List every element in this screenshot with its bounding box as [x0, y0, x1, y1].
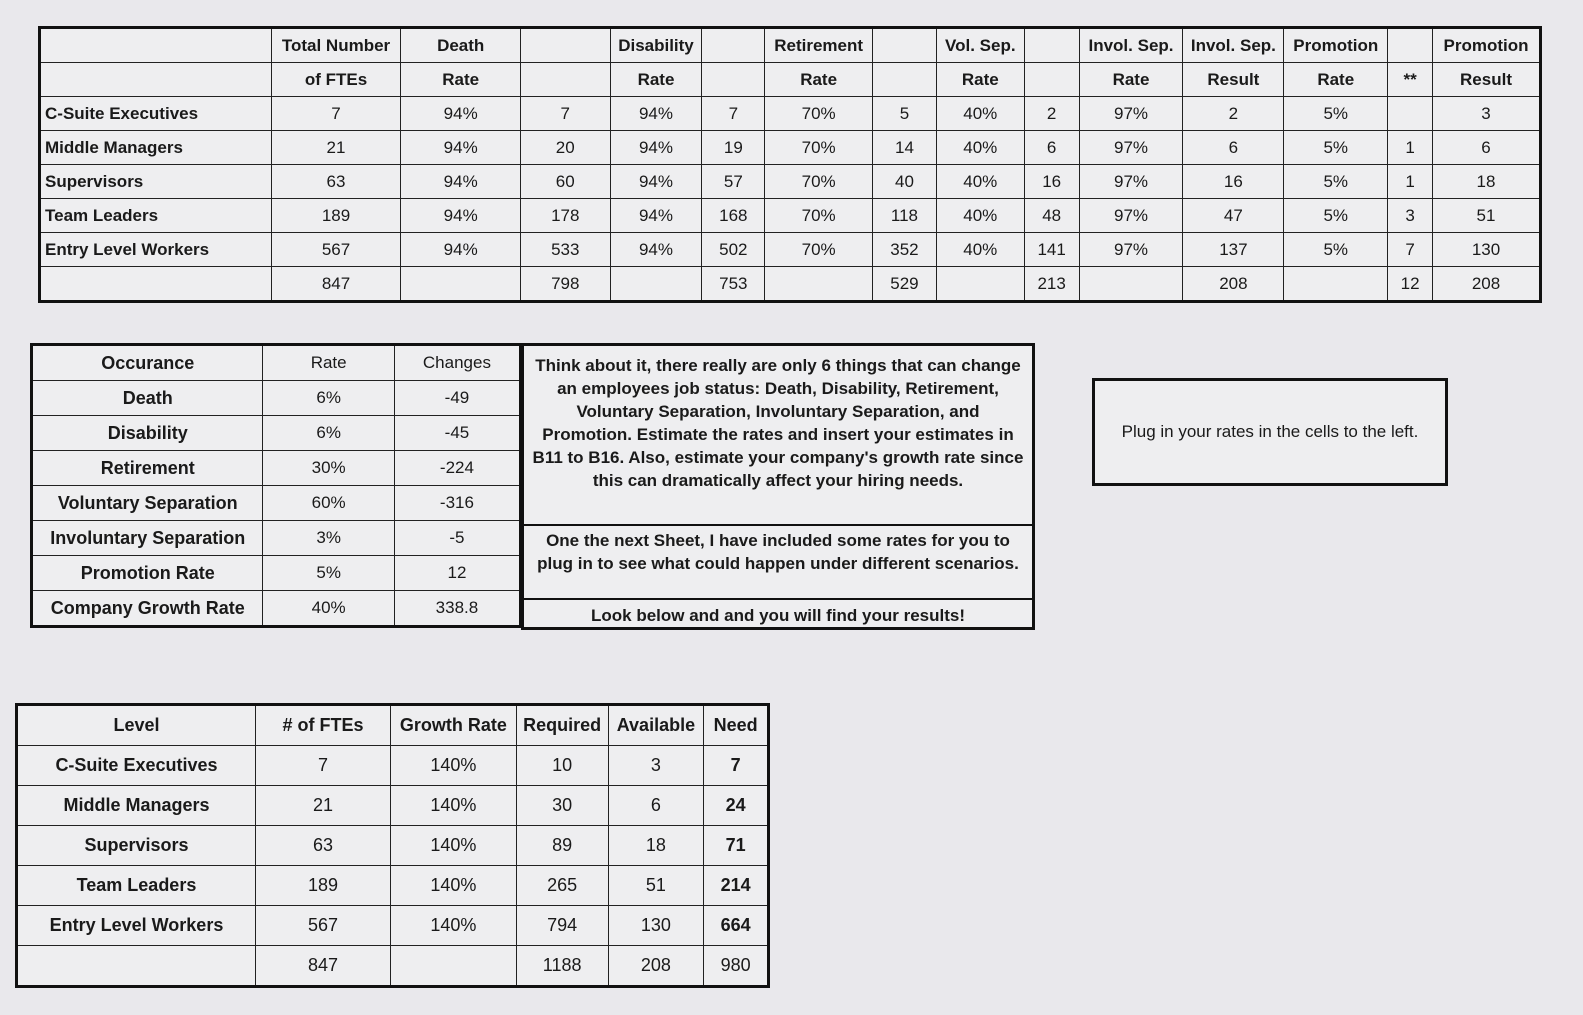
header-cell[interactable]: **: [1388, 63, 1433, 97]
data-cell[interactable]: 47: [1183, 199, 1284, 233]
data-cell[interactable]: 3: [608, 746, 704, 786]
data-cell[interactable]: [1079, 267, 1183, 302]
data-cell[interactable]: 40%: [936, 165, 1024, 199]
data-cell[interactable]: 847: [271, 267, 401, 302]
table-row: [40, 131, 1541, 165]
header-cell[interactable]: Result: [1183, 63, 1284, 97]
data-cell[interactable]: 30%: [263, 451, 394, 486]
data-cell[interactable]: [610, 267, 702, 302]
data-cell[interactable]: 94%: [610, 131, 702, 165]
data-cell[interactable]: 12: [394, 556, 520, 591]
data-cell[interactable]: 140%: [391, 906, 517, 946]
data-cell[interactable]: 94%: [610, 233, 702, 267]
header-cell[interactable]: Retirement: [765, 28, 873, 63]
data-cell[interactable]: 16: [1183, 165, 1284, 199]
row-label-cell[interactable]: Supervisors: [40, 165, 272, 199]
data-cell[interactable]: 97%: [1079, 233, 1183, 267]
data-cell[interactable]: 97%: [1079, 131, 1183, 165]
data-cell[interactable]: -316: [394, 486, 520, 521]
data-cell[interactable]: 20: [520, 131, 610, 165]
header-cell[interactable]: Changes: [394, 345, 520, 381]
data-cell[interactable]: 798: [520, 267, 610, 302]
data-cell[interactable]: 40%: [263, 591, 394, 627]
table-row: [32, 486, 521, 521]
data-cell[interactable]: 94%: [401, 233, 521, 267]
data-cell[interactable]: 208: [1183, 267, 1284, 302]
data-cell[interactable]: 97%: [1079, 97, 1183, 131]
data-cell[interactable]: 130: [608, 906, 704, 946]
data-cell[interactable]: 97%: [1079, 165, 1183, 199]
data-cell[interactable]: 502: [702, 233, 765, 267]
header-cell[interactable]: [40, 63, 272, 97]
data-cell[interactable]: 5%: [1284, 165, 1388, 199]
data-cell[interactable]: [765, 267, 873, 302]
table-row: [40, 165, 1541, 199]
data-cell[interactable]: 7: [1388, 233, 1433, 267]
data-cell[interactable]: 10: [516, 746, 608, 786]
data-cell[interactable]: 30: [516, 786, 608, 826]
header-cell[interactable]: Need: [704, 705, 769, 746]
data-cell[interactable]: 70%: [765, 131, 873, 165]
occurrence-label-cell[interactable]: Disability: [32, 416, 263, 451]
header-cell[interactable]: Invol. Sep.: [1079, 28, 1183, 63]
table-row: [32, 521, 521, 556]
header-cell[interactable]: [40, 28, 272, 63]
data-cell[interactable]: 6: [608, 786, 704, 826]
data-cell[interactable]: -224: [394, 451, 520, 486]
header-cell[interactable]: Level: [17, 705, 256, 746]
data-cell[interactable]: 14: [873, 131, 937, 165]
occurrence-label-cell[interactable]: Voluntary Separation: [32, 486, 263, 521]
data-cell[interactable]: 1: [1388, 165, 1433, 199]
header-cell[interactable]: Rate: [401, 63, 521, 97]
header-row: [32, 345, 521, 381]
data-cell[interactable]: 529: [873, 267, 937, 302]
data-cell[interactable]: 24: [704, 786, 769, 826]
header-cell[interactable]: Rate: [936, 63, 1024, 97]
data-cell[interactable]: [1284, 267, 1388, 302]
data-cell[interactable]: 5%: [1284, 233, 1388, 267]
data-cell[interactable]: 94%: [401, 165, 521, 199]
occurrence-label-cell[interactable]: Involuntary Separation: [32, 521, 263, 556]
table-row: [32, 556, 521, 591]
data-cell[interactable]: 94%: [610, 199, 702, 233]
data-cell[interactable]: 51: [1433, 199, 1541, 233]
table-row: [32, 451, 521, 486]
header-cell[interactable]: [1024, 28, 1079, 63]
divider: [524, 524, 1032, 526]
data-cell[interactable]: 168: [702, 199, 765, 233]
data-cell[interactable]: 7: [271, 97, 401, 131]
data-cell[interactable]: 5: [873, 97, 937, 131]
data-cell[interactable]: [401, 267, 521, 302]
data-cell[interactable]: 7: [704, 746, 769, 786]
level-label-cell[interactable]: [17, 946, 256, 987]
data-cell[interactable]: 5%: [263, 556, 394, 591]
header-row: [40, 63, 1541, 97]
header-cell[interactable]: [702, 28, 765, 63]
header-cell[interactable]: [1388, 28, 1433, 63]
data-cell[interactable]: 140%: [391, 746, 517, 786]
data-cell[interactable]: 70%: [765, 233, 873, 267]
data-cell[interactable]: 60: [520, 165, 610, 199]
data-cell[interactable]: 70%: [765, 165, 873, 199]
data-cell[interactable]: 97%: [1079, 199, 1183, 233]
table-row: [32, 416, 521, 451]
table-row: [32, 591, 521, 627]
data-cell[interactable]: -5: [394, 521, 520, 556]
level-label-cell[interactable]: Supervisors: [17, 826, 256, 866]
header-cell[interactable]: Rate: [1284, 63, 1388, 97]
data-cell[interactable]: 6%: [263, 381, 394, 416]
data-cell[interactable]: 208: [608, 946, 704, 987]
data-cell[interactable]: 70%: [765, 97, 873, 131]
header-cell[interactable]: Result: [1433, 63, 1541, 97]
hiring-needs-table: [15, 703, 770, 988]
table-row: [40, 233, 1541, 267]
data-cell[interactable]: 18: [1433, 165, 1541, 199]
data-cell[interactable]: 3: [1388, 199, 1433, 233]
header-cell[interactable]: Disability: [610, 28, 702, 63]
data-cell[interactable]: 6: [1183, 131, 1284, 165]
table-row: [17, 906, 769, 946]
level-label-cell[interactable]: Middle Managers: [17, 786, 256, 826]
data-cell[interactable]: 63: [255, 826, 390, 866]
header-cell[interactable]: Rate: [610, 63, 702, 97]
data-cell[interactable]: 5%: [1284, 131, 1388, 165]
data-cell[interactable]: 40%: [936, 97, 1024, 131]
data-cell[interactable]: 1: [1388, 131, 1433, 165]
header-cell[interactable]: Rate: [263, 345, 394, 381]
data-cell[interactable]: 3: [1433, 97, 1541, 131]
occurrence-label-cell[interactable]: Retirement: [32, 451, 263, 486]
data-cell[interactable]: 40: [873, 165, 937, 199]
data-cell[interactable]: 71: [704, 826, 769, 866]
level-label-cell[interactable]: Entry Level Workers: [17, 906, 256, 946]
data-cell[interactable]: 94%: [401, 199, 521, 233]
data-cell[interactable]: 3%: [263, 521, 394, 556]
table-row: [40, 97, 1541, 131]
data-cell[interactable]: 6: [1433, 131, 1541, 165]
data-cell[interactable]: 40%: [936, 233, 1024, 267]
header-cell[interactable]: [520, 63, 610, 97]
data-cell[interactable]: 352: [873, 233, 937, 267]
data-cell[interactable]: 40%: [936, 131, 1024, 165]
data-cell[interactable]: [936, 267, 1024, 302]
data-cell[interactable]: 208: [1433, 267, 1541, 302]
data-cell[interactable]: 21: [271, 131, 401, 165]
row-label-cell[interactable]: Entry Level Workers: [40, 233, 272, 267]
data-cell[interactable]: 63: [271, 165, 401, 199]
table-row: [32, 381, 521, 416]
data-cell[interactable]: 214: [704, 866, 769, 906]
header-cell[interactable]: Vol. Sep.: [936, 28, 1024, 63]
data-cell[interactable]: 19: [702, 131, 765, 165]
header-cell[interactable]: [520, 28, 610, 63]
header-cell[interactable]: Promotion: [1284, 28, 1388, 63]
data-cell[interactable]: 567: [255, 906, 390, 946]
header-cell[interactable]: [873, 63, 937, 97]
data-cell[interactable]: 265: [516, 866, 608, 906]
data-cell[interactable]: 567: [271, 233, 401, 267]
data-cell[interactable]: 140%: [391, 786, 517, 826]
data-cell[interactable]: 51: [608, 866, 704, 906]
header-cell[interactable]: [1024, 63, 1079, 97]
data-cell[interactable]: 94%: [610, 97, 702, 131]
data-cell[interactable]: 12: [1388, 267, 1433, 302]
divider: [524, 598, 1032, 600]
header-cell[interactable]: Available: [608, 705, 704, 746]
next-sheet-note: One the next Sheet, I have included some rates for you to plug in to see what could happen under different scenarios.: [537, 531, 1019, 573]
data-cell[interactable]: 118: [873, 199, 937, 233]
data-cell[interactable]: 664: [704, 906, 769, 946]
header-cell[interactable]: Death: [401, 28, 521, 63]
header-cell[interactable]: Promotion: [1433, 28, 1541, 63]
header-row: [17, 705, 769, 746]
data-cell[interactable]: 533: [520, 233, 610, 267]
table-row: [17, 746, 769, 786]
row-label-cell[interactable]: Team Leaders: [40, 199, 272, 233]
data-cell[interactable]: 57: [702, 165, 765, 199]
data-cell[interactable]: 70%: [765, 199, 873, 233]
data-cell[interactable]: 6%: [263, 416, 394, 451]
data-cell[interactable]: 7: [520, 97, 610, 131]
data-cell[interactable]: 847: [255, 946, 390, 987]
data-cell[interactable]: 40%: [936, 199, 1024, 233]
header-cell[interactable]: Invol. Sep.: [1183, 28, 1284, 63]
level-label-cell[interactable]: C-Suite Executives: [17, 746, 256, 786]
occurrence-label-cell[interactable]: Company Growth Rate: [32, 591, 263, 627]
data-cell[interactable]: [1388, 97, 1433, 131]
data-cell[interactable]: 140%: [391, 826, 517, 866]
data-cell[interactable]: 1188: [516, 946, 608, 987]
header-cell[interactable]: of FTEs: [271, 63, 401, 97]
results-note: Look below and and you will find your results!: [590, 606, 966, 625]
data-cell[interactable]: -45: [394, 416, 520, 451]
instructions-box: [521, 343, 1035, 630]
table-row: [17, 866, 769, 906]
occurrence-rates-table: [30, 343, 522, 628]
data-cell[interactable]: 141: [1024, 233, 1079, 267]
header-cell[interactable]: [702, 63, 765, 97]
data-cell[interactable]: 94%: [401, 131, 521, 165]
header-cell[interactable]: Occurance: [32, 345, 263, 381]
table-row: [40, 267, 1541, 302]
data-cell[interactable]: 130: [1433, 233, 1541, 267]
row-label-cell[interactable]: Middle Managers: [40, 131, 272, 165]
rates-calculation-table: [38, 26, 1542, 303]
plug-rates-note: Plug in your rates in the cells to the left.: [1092, 378, 1448, 486]
data-cell[interactable]: 2: [1024, 97, 1079, 131]
row-label-cell[interactable]: [40, 267, 272, 302]
data-cell[interactable]: -49: [394, 381, 520, 416]
data-cell[interactable]: 794: [516, 906, 608, 946]
row-label-cell[interactable]: C-Suite Executives: [40, 97, 272, 131]
header-cell[interactable]: Required: [516, 705, 608, 746]
header-row: [40, 28, 1541, 63]
data-cell[interactable]: 6: [1024, 131, 1079, 165]
header-cell[interactable]: [873, 28, 937, 63]
data-cell[interactable]: 7: [255, 746, 390, 786]
data-cell[interactable]: 94%: [610, 165, 702, 199]
header-cell[interactable]: Rate: [1079, 63, 1183, 97]
header-cell[interactable]: Growth Rate: [391, 705, 517, 746]
header-cell[interactable]: Rate: [765, 63, 873, 97]
occurrence-label-cell[interactable]: Promotion Rate: [32, 556, 263, 591]
data-cell[interactable]: 21: [255, 786, 390, 826]
data-cell[interactable]: 16: [1024, 165, 1079, 199]
level-label-cell[interactable]: Team Leaders: [17, 866, 256, 906]
data-cell[interactable]: 178: [520, 199, 610, 233]
data-cell[interactable]: 48: [1024, 199, 1079, 233]
data-cell[interactable]: 2: [1183, 97, 1284, 131]
instructions-text: Think about it, there really are only 6 things that can change an employees job status: Death, Disability, Retirement, Voluntary Separation, Involuntary Separation, and Promotion. Estimate the rates and insert your estimates in B11 to B16. Also, estimate your company's growth rate since this can dramatically affect your hiring needs.: [532, 356, 1024, 490]
data-cell[interactable]: 140%: [391, 866, 517, 906]
data-cell[interactable]: 338.8: [394, 591, 520, 627]
table-row: [40, 199, 1541, 233]
data-cell[interactable]: 980: [704, 946, 769, 987]
data-cell[interactable]: 94%: [401, 97, 521, 131]
table-row: [17, 826, 769, 866]
data-cell[interactable]: 5%: [1284, 97, 1388, 131]
table-row: [17, 786, 769, 826]
data-cell[interactable]: 753: [702, 267, 765, 302]
data-cell[interactable]: [391, 946, 517, 987]
occurrence-label-cell[interactable]: Death: [32, 381, 263, 416]
data-cell[interactable]: 7: [702, 97, 765, 131]
data-cell[interactable]: 18: [608, 826, 704, 866]
data-cell[interactable]: 89: [516, 826, 608, 866]
header-cell[interactable]: # of FTEs: [255, 705, 390, 746]
data-cell[interactable]: 60%: [263, 486, 394, 521]
table-row: [17, 946, 769, 987]
data-cell[interactable]: 213: [1024, 267, 1079, 302]
data-cell[interactable]: 189: [271, 199, 401, 233]
data-cell[interactable]: 137: [1183, 233, 1284, 267]
header-cell[interactable]: Total Number: [271, 28, 401, 63]
data-cell[interactable]: 5%: [1284, 199, 1388, 233]
data-cell[interactable]: 189: [255, 866, 390, 906]
